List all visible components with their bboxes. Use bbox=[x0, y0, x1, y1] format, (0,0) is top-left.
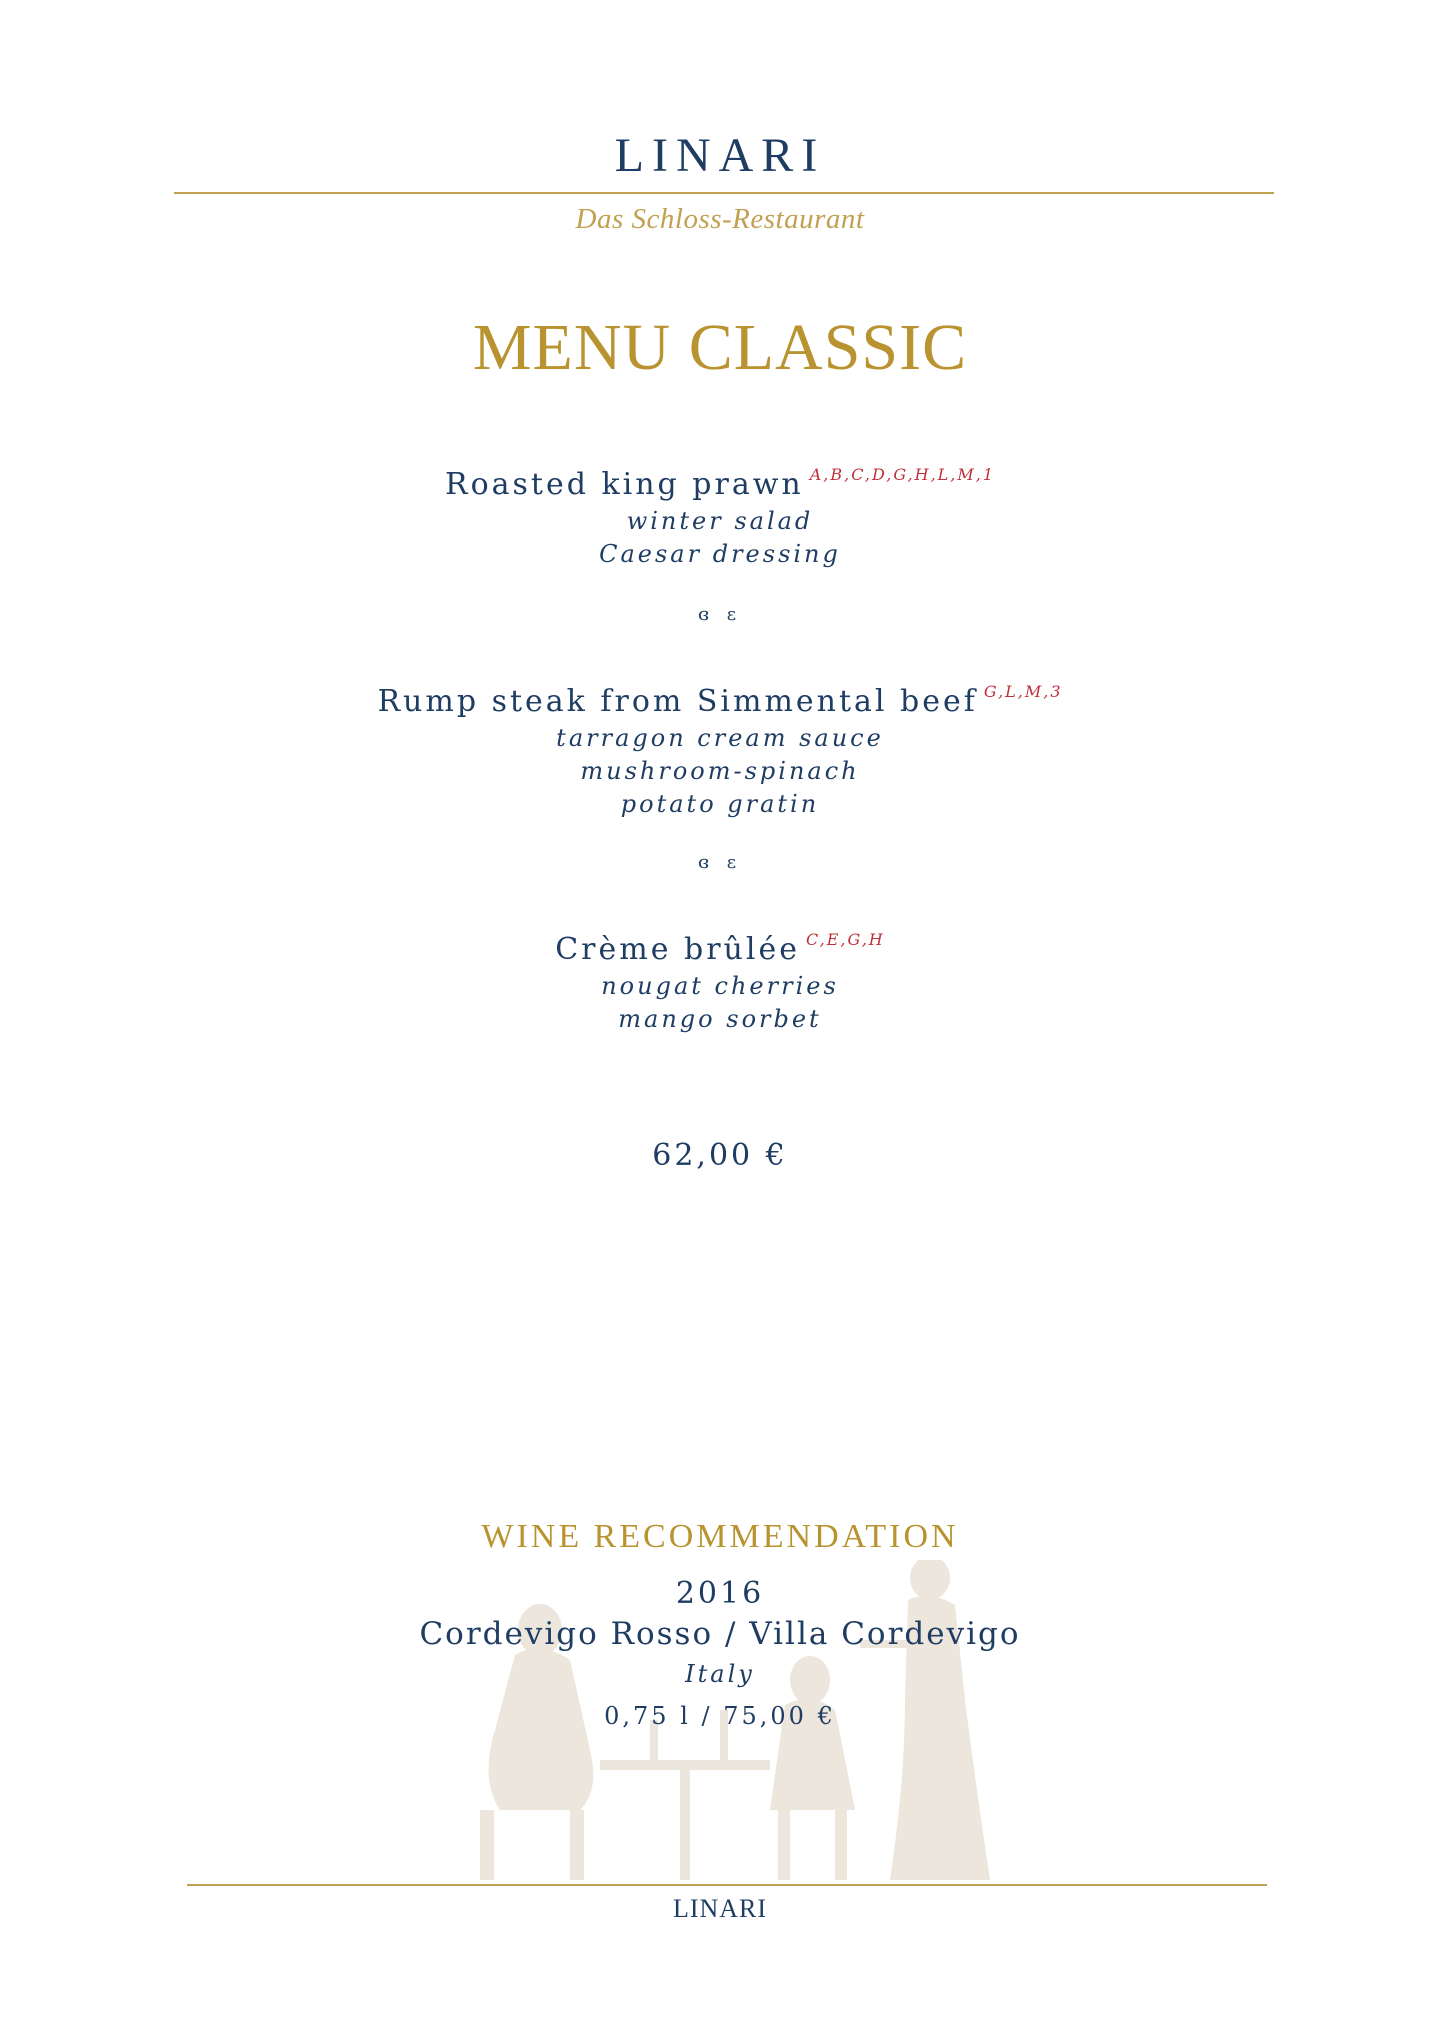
course-dessert bbox=[0, 920, 1440, 1036]
footer-brand: LINARI bbox=[672, 1894, 768, 1923]
header-divider bbox=[174, 192, 1274, 194]
footer-divider bbox=[187, 1884, 1267, 1886]
menu-title: MENU CLASSIC bbox=[472, 311, 968, 384]
side-dish: tarragon cream sauce bbox=[556, 724, 884, 752]
side-dish: nougat cherries bbox=[601, 972, 839, 1000]
allergen-codes: A,B,C,D,G,H,L,M,1 bbox=[809, 465, 996, 484]
restaurant-subtitle: Das Schloss-Restaurant bbox=[575, 203, 865, 235]
menu-price: 62,00 € bbox=[652, 1138, 788, 1173]
wine-price: 0,75 l / 75,00 € bbox=[604, 1702, 836, 1730]
side-dish: potato gratin bbox=[620, 790, 820, 818]
course-name: Rump steak from Simmental beef bbox=[377, 684, 978, 719]
course-name: Crème brûlée bbox=[555, 932, 800, 967]
wine-vintage: 2016 bbox=[675, 1576, 765, 1611]
allergen-codes: C,E,G,H bbox=[805, 930, 885, 949]
side-dish: mushroom-spinach bbox=[580, 757, 860, 785]
wine-heading: WINE RECOMMENDATION bbox=[481, 1518, 959, 1555]
course-starter bbox=[0, 455, 1440, 571]
side-dish: Caesar dressing bbox=[599, 540, 841, 568]
ornament-divider: ɞ ɛ bbox=[697, 852, 743, 873]
wine-country: Italy bbox=[685, 1660, 755, 1688]
side-dish: mango sorbet bbox=[618, 1005, 822, 1033]
side-dish: winter salad bbox=[626, 507, 814, 535]
course-name: Roasted king prawn bbox=[444, 467, 804, 502]
ornament-divider: ɞ ɛ bbox=[697, 604, 743, 625]
course-main bbox=[0, 672, 1440, 821]
restaurant-brand: LINARI bbox=[614, 129, 826, 182]
allergen-codes: G,L,M,3 bbox=[983, 682, 1063, 701]
wine-name: Cordevigo Rosso / Villa Cordevigo bbox=[419, 1616, 1021, 1652]
